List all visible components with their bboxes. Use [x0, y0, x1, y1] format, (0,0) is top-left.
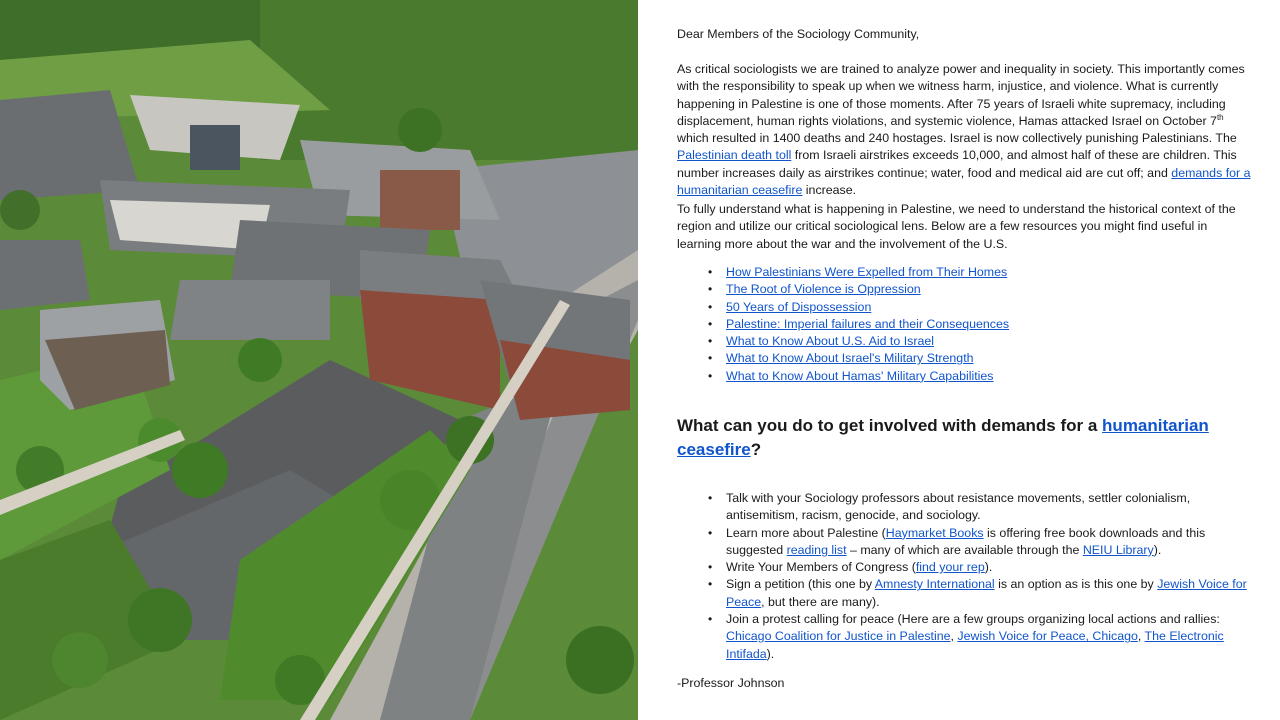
chicago-coalition-link[interactable]: Chicago Coalition for Justice in Palestine: [726, 629, 951, 644]
find-your-rep-link[interactable]: find your rep: [915, 560, 985, 575]
reading-list-link[interactable]: reading list: [786, 542, 847, 557]
action-learn-text: Learn more about Palestine (: [726, 525, 886, 540]
action-write-text-2: ).: [984, 560, 993, 575]
action-sign-text-3: , but there are many).: [761, 594, 880, 609]
signature: -Professor Johnson: [677, 676, 785, 690]
list-item: [708, 368, 1253, 385]
list-item: [708, 264, 1253, 281]
heading-end: ?: [750, 440, 762, 459]
action-protest-text: Join a protest calling for peace (Here are a few groups organizing local actions and rallies:: [726, 612, 1220, 627]
intro-text-3: from Israeli airstrikes exceeds 10,000, and almost half of these are children. This number increases daily as airstrikes continue; water, food and medical aid are cut off; and: [677, 148, 1237, 180]
list-item: [708, 281, 1253, 298]
action-talk: Talk with your Sociology professors about resistance movements, settler colonialism, antisemitism, racism, genocide, and sociology.: [726, 491, 1191, 523]
palestinian-death-toll-link[interactable]: Palestinian death toll: [677, 148, 792, 163]
action-protest-sep-2: ,: [1137, 629, 1145, 644]
jvp-chicago-link[interactable]: Jewish Voice for Peace, Chicago: [957, 629, 1138, 644]
electronic-intifada-link[interactable]: The Electronic Intifada: [726, 629, 1224, 661]
aerial-campus-photo: [0, 0, 638, 720]
haymarket-books-link[interactable]: Haymarket Books: [885, 525, 984, 540]
list-item: [708, 559, 1253, 576]
neiu-library-link[interactable]: NEIU Library: [1082, 542, 1154, 557]
amnesty-international-link[interactable]: Amnesty International: [874, 577, 995, 592]
resource-link[interactable]: What to Know About Israel's Military Strength: [726, 351, 974, 366]
campus-illustration: [0, 0, 638, 720]
humanitarian-ceasefire-link[interactable]: demands for a humanitarian ceasefire: [677, 165, 1251, 198]
list-item: [708, 350, 1253, 367]
list-item: [708, 333, 1253, 350]
resource-list: [708, 264, 1253, 385]
action-learn-text-4: ).: [1153, 542, 1162, 557]
action-sign-text-2: is an option as is this one by: [994, 577, 1158, 592]
intro-superscript: th: [1216, 112, 1224, 122]
heading-text: What can you do to get involved with demands for a: [677, 416, 1103, 435]
action-learn-text-3: – many of which are available through the: [846, 542, 1083, 557]
intro-text-2: which resulted in 1400 deaths and 240 hostages. Israel is now collectively punishing Palestinians. The: [677, 131, 1237, 146]
heading-ceasefire-link[interactable]: humanitarian ceasefire: [677, 416, 1209, 459]
letter-panel: [638, 0, 1280, 720]
letter-greeting: Dear Members of the Sociology Community,: [677, 27, 920, 41]
section-heading: [677, 414, 1237, 462]
action-protest-sep: ,: [950, 629, 958, 644]
action-write-text: Write Your Members of Congress (: [726, 560, 916, 575]
list-item: [708, 611, 1253, 663]
paragraph-context: To fully understand what is happening in Palestine, we need to understand the historical context of the region and utilize our critical sociological lens. Below are a few resources you might find useful in learning more about the war and the involvement of the U.S.: [677, 202, 1236, 251]
action-learn-text-2: is offering free book downloads and this suggested: [726, 525, 1206, 557]
list-item: [708, 525, 1253, 560]
resource-link[interactable]: The Root of Violence is Oppression: [726, 282, 921, 297]
list-item: [708, 316, 1253, 333]
resource-link[interactable]: Palestine: Imperial failures and their Consequences: [726, 316, 1010, 331]
list-item: [708, 490, 1253, 525]
jewish-voice-for-peace-link[interactable]: Jewish Voice for Peace: [726, 577, 1247, 609]
intro-text-1: As critical sociologists we are trained to analyze power and inequality in society. This importantly comes with the responsibility to speak up when we witness harm, injustice, and violence. What is currently happening in Palestine is one of those moments. After 75 years of Israeli white supremacy, including displacement, human rights violations, and systemic violence, Hamas attacked Israel on October 7: [677, 62, 1245, 128]
action-sign-text: Sign a petition (this one by: [726, 577, 875, 592]
action-list: [708, 490, 1253, 663]
resource-link[interactable]: 50 Years of Dispossession: [726, 299, 872, 314]
list-item: [708, 576, 1253, 611]
resource-link[interactable]: How Palestinians Were Expelled from Their Homes: [726, 265, 1008, 279]
intro-text-4: increase.: [802, 183, 857, 198]
resource-link[interactable]: What to Know About Hamas' Military Capabilities: [726, 368, 994, 383]
resource-link[interactable]: What to Know About U.S. Aid to Israel: [726, 334, 934, 349]
action-protest-end: ).: [766, 646, 775, 661]
list-item: [708, 299, 1253, 316]
paragraph-intro: [677, 61, 1252, 199]
